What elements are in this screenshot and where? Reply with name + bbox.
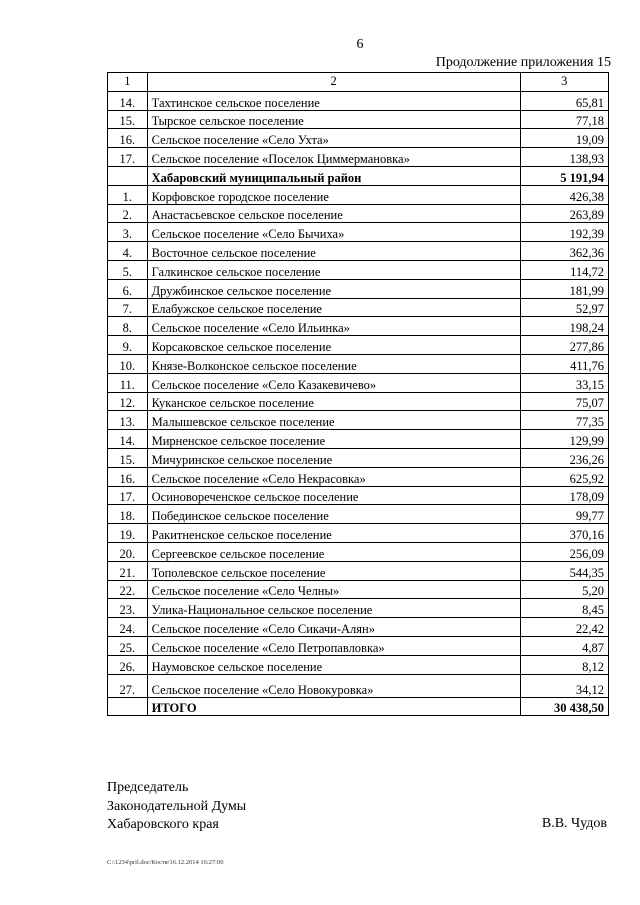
row-name: Ракитненское сельское поселение: [147, 524, 520, 543]
row-number: 18.: [108, 505, 148, 524]
row-value: 277,86: [520, 336, 608, 355]
row-value: 8,12: [520, 655, 608, 674]
table-row: [108, 354, 609, 373]
table-row: [108, 129, 609, 148]
row-value: 5,20: [520, 580, 608, 599]
row-name: Сельское поселение «Село Новокуровка»: [147, 674, 520, 697]
row-number: 1.: [108, 185, 148, 204]
row-value: 19,09: [520, 129, 608, 148]
row-name: Тополевское сельское поселение: [147, 561, 520, 580]
row-value: 256,09: [520, 542, 608, 561]
row-name: Сельское поселение «Село Челны»: [147, 580, 520, 599]
row-value: 75,07: [520, 392, 608, 411]
row-number: 2.: [108, 204, 148, 223]
row-name: Корфовское городское поселение: [147, 185, 520, 204]
row-number: 17.: [108, 148, 148, 167]
table-row: [108, 486, 609, 505]
row-value: 198,24: [520, 317, 608, 336]
row-number: 16.: [108, 467, 148, 486]
header-col-1: 1: [108, 73, 148, 92]
row-name: Сергеевское сельское поселение: [147, 542, 520, 561]
table-row: [108, 448, 609, 467]
row-value: 8,45: [520, 599, 608, 618]
table-row: [108, 697, 609, 716]
row-value: 77,35: [520, 411, 608, 430]
row-name: Хабаровский муниципальный район: [147, 166, 520, 185]
row-name: Тахтинское сельское поселение: [147, 91, 520, 110]
row-number: 3.: [108, 223, 148, 242]
row-name: Улика-Национальное сельское поселение: [147, 599, 520, 618]
row-value: 5 191,94: [520, 166, 608, 185]
signature-line: Председатель: [107, 780, 189, 795]
row-number: 16.: [108, 129, 148, 148]
table-row: [108, 110, 609, 129]
row-value: 426,38: [520, 185, 608, 204]
row-number: [108, 697, 148, 716]
row-name: Князе-Волконское сельское поселение: [147, 354, 520, 373]
table-row: [108, 204, 609, 223]
signature-block: [107, 779, 246, 835]
table-row: [108, 467, 609, 486]
row-value: 263,89: [520, 204, 608, 223]
row-name: Куканское сельское поселение: [147, 392, 520, 411]
row-name: Осиновореченское сельское поселение: [147, 486, 520, 505]
table-row: [108, 542, 609, 561]
row-value: 411,76: [520, 354, 608, 373]
header-col-2: 2: [147, 73, 520, 92]
row-number: 9.: [108, 336, 148, 355]
row-value: 192,39: [520, 223, 608, 242]
row-value: 99,77: [520, 505, 608, 524]
table-row: [108, 599, 609, 618]
row-value: 114,72: [520, 260, 608, 279]
row-number: 5.: [108, 260, 148, 279]
row-value: 65,81: [520, 91, 608, 110]
table-row: [108, 580, 609, 599]
row-value: 625,92: [520, 467, 608, 486]
row-number: 23.: [108, 599, 148, 618]
table-row: [108, 148, 609, 167]
table-row: [108, 260, 609, 279]
row-name: Наумовское сельское поселение: [147, 655, 520, 674]
table-row: [108, 91, 609, 110]
header-col-3: 3: [520, 73, 608, 92]
row-name: Сельское поселение «Село Бычиха»: [147, 223, 520, 242]
row-number: 10.: [108, 354, 148, 373]
row-value: 138,93: [520, 148, 608, 167]
row-number: 21.: [108, 561, 148, 580]
row-number: 14.: [108, 430, 148, 449]
table-row: [108, 561, 609, 580]
row-number: 19.: [108, 524, 148, 543]
page-number: 6: [356, 37, 364, 52]
row-name: Восточное сельское поселение: [147, 242, 520, 261]
row-name: Сельское поселение «Село Ухта»: [147, 129, 520, 148]
table-row: [108, 223, 609, 242]
continuation-label: Продолжение приложения 15: [435, 55, 611, 70]
table-row: [108, 505, 609, 524]
row-value: 34,12: [520, 674, 608, 697]
signature-line: Законодательной Думы: [107, 798, 247, 814]
table-header-row: [108, 73, 609, 92]
file-path: C:\1234\pril.doc/Костя/16.12.2014 16:27:00: [107, 859, 224, 866]
row-value: 4,87: [520, 636, 608, 655]
table-row: [108, 298, 609, 317]
row-name: ИТОГО: [147, 697, 520, 716]
row-number: 14.: [108, 91, 148, 110]
row-name: Корсаковское сельское поселение: [147, 336, 520, 355]
row-name: Сельское поселение «Село Сикачи-Алян»: [147, 618, 520, 637]
row-number: [108, 166, 148, 185]
row-number: 20.: [108, 542, 148, 561]
signer-name: В.В. Чудов: [541, 816, 607, 831]
table-row: [108, 166, 609, 185]
row-name: Мичуринское сельское поселение: [147, 448, 520, 467]
table-row: [108, 524, 609, 543]
table-row: [108, 185, 609, 204]
table-row: [108, 336, 609, 355]
row-number: 15.: [108, 448, 148, 467]
table-row: [108, 317, 609, 336]
table-row: [108, 674, 609, 697]
row-value: 178,09: [520, 486, 608, 505]
row-number: 26.: [108, 655, 148, 674]
row-number: 6.: [108, 279, 148, 298]
row-name: Анастасьевское сельское поселение: [147, 204, 520, 223]
row-number: 13.: [108, 411, 148, 430]
row-number: 24.: [108, 618, 148, 637]
table-row: [108, 430, 609, 449]
table-row: [108, 373, 609, 392]
data-table: [107, 72, 609, 716]
row-number: 7.: [108, 298, 148, 317]
row-number: 8.: [108, 317, 148, 336]
row-number: 4.: [108, 242, 148, 261]
row-number: 25.: [108, 636, 148, 655]
row-name: Сельское поселение «Село Казакевичево»: [147, 373, 520, 392]
row-value: 52,97: [520, 298, 608, 317]
row-name: Мирненское сельское поселение: [147, 430, 520, 449]
row-value: 370,16: [520, 524, 608, 543]
row-number: 17.: [108, 486, 148, 505]
row-value: 22,42: [520, 618, 608, 637]
table-row: [108, 655, 609, 674]
row-number: 11.: [108, 373, 148, 392]
row-number: 12.: [108, 392, 148, 411]
row-value: 236,26: [520, 448, 608, 467]
row-number: 27.: [108, 674, 148, 697]
row-number: 22.: [108, 580, 148, 599]
table-row: [108, 618, 609, 637]
row-value: 30 438,50: [520, 697, 608, 716]
row-name: Малышевское сельское поселение: [147, 411, 520, 430]
table-row: [108, 392, 609, 411]
row-name: Галкинское сельское поселение: [147, 260, 520, 279]
table-row: [108, 636, 609, 655]
row-name: Сельское поселение «Село Петропавловка»: [147, 636, 520, 655]
table-row: [108, 411, 609, 430]
row-name: Побединское сельское поселение: [147, 505, 520, 524]
row-name: Елабужское сельское поселение: [147, 298, 520, 317]
row-value: 33,15: [520, 373, 608, 392]
row-name: Сельское поселение «Село Ильинка»: [147, 317, 520, 336]
signature-line: Хабаровского края: [107, 817, 219, 832]
row-value: 129,99: [520, 430, 608, 449]
table-row: [108, 242, 609, 261]
row-number: 15.: [108, 110, 148, 129]
table-row: [108, 279, 609, 298]
row-value: 362,36: [520, 242, 608, 261]
row-name: Сельское поселение «Поселок Циммермановка»: [147, 148, 520, 167]
row-name: Тырское сельское поселение: [147, 110, 520, 129]
row-name: Дружбинское сельское поселение: [147, 279, 520, 298]
row-value: 544,35: [520, 561, 608, 580]
row-name: Сельское поселение «Село Некрасовка»: [147, 467, 520, 486]
row-value: 77,18: [520, 110, 608, 129]
row-value: 181,99: [520, 279, 608, 298]
